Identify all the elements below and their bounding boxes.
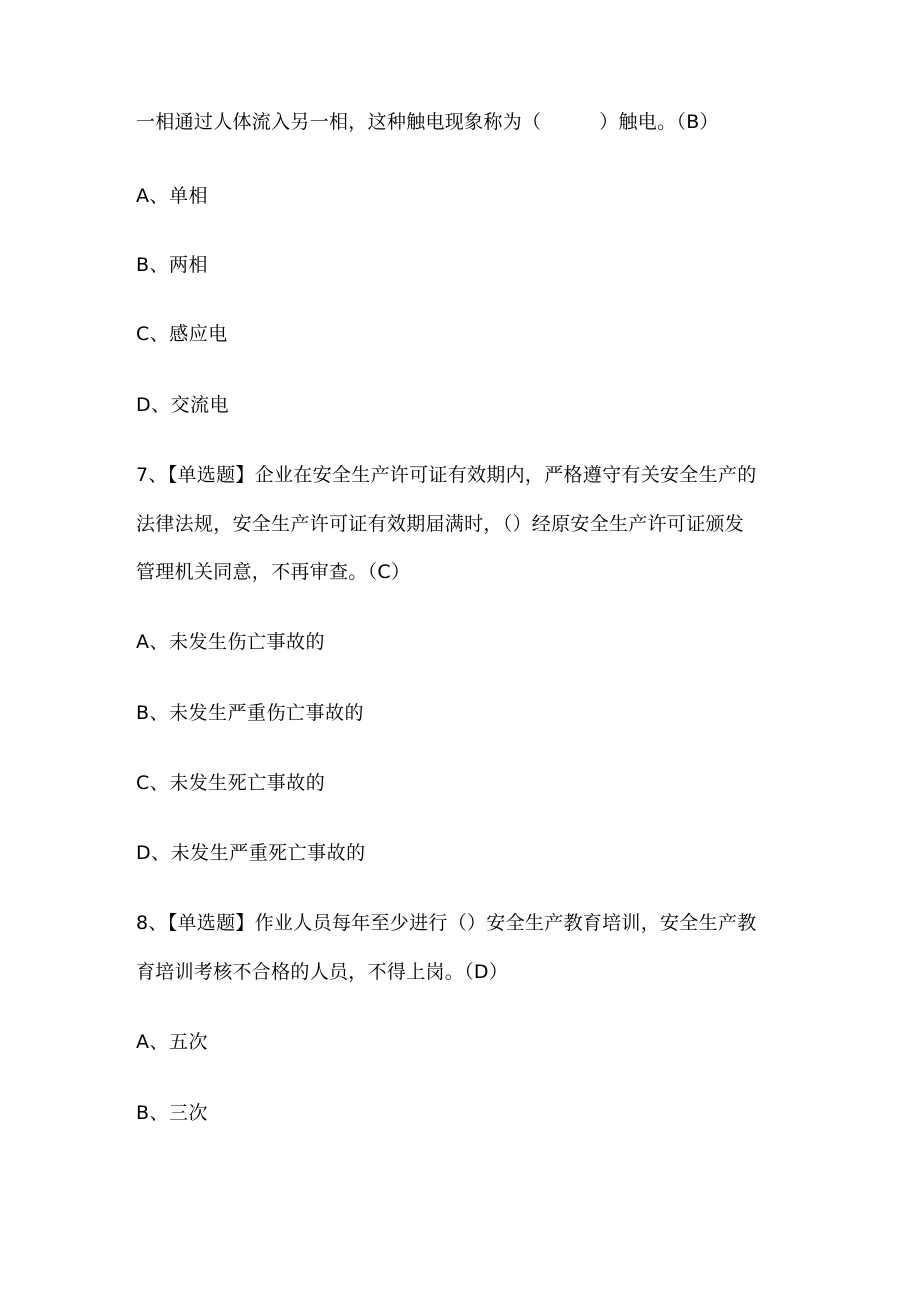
question-7-stem-line-3: 管理机关同意，不再审查。（C）: [136, 561, 411, 583]
q7-option-d: D、未发生严重死亡事故的: [136, 842, 366, 864]
question-8-stem-line-2: 育培训考核不合格的人员，不得上岗。（D）: [136, 961, 509, 983]
q6-option-c: C、感应电: [136, 323, 228, 345]
q8-option-a: A、五次: [136, 1031, 208, 1053]
question-7-stem-line-1: 7、【单选题】企业在安全生产许可证有效期内，严格遵守有关安全生产的: [136, 464, 757, 486]
question-8-stem-line-1: 8、【单选题】作业人员每年至少进行（）安全生产教育培训，安全生产教: [136, 912, 757, 934]
q7-option-a: A、未发生伤亡事故的: [136, 631, 325, 653]
q7-option-c: C、未发生死亡事故的: [136, 772, 326, 794]
q8-option-b: B、三次: [136, 1102, 209, 1124]
q6-option-a: A、单相: [136, 185, 208, 207]
question-7-stem-line-2: 法律法规，安全生产许可证有效期届满时，（）经原安全生产许可证颁发: [136, 513, 745, 535]
q6-option-d: D、交流电: [136, 394, 230, 416]
q6-option-b: B、两相: [136, 254, 209, 276]
q7-option-b: B、未发生严重伤亡事故的: [136, 702, 365, 724]
question-6-stem-tail: 一相通过人体流入另一相，这种触电现象称为（ ）触电。（B）: [136, 111, 719, 133]
